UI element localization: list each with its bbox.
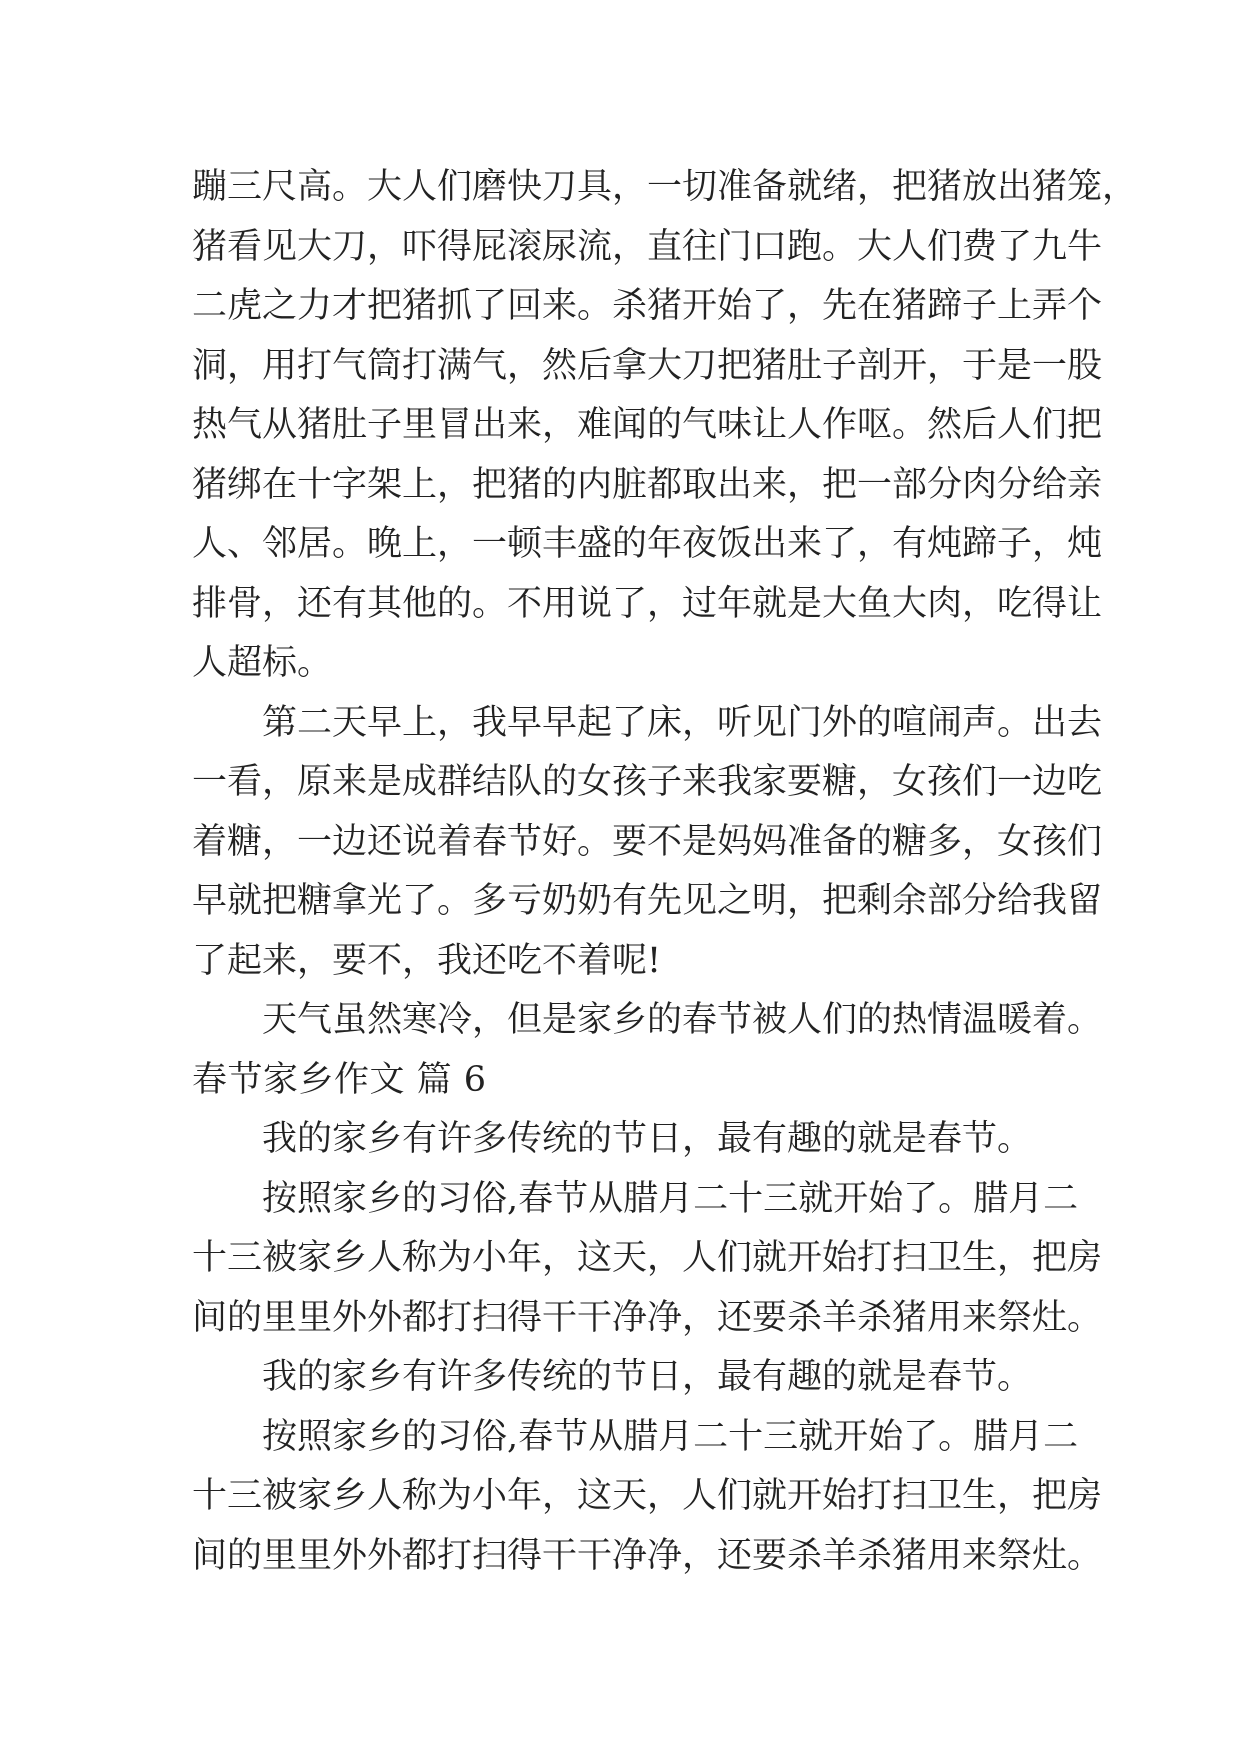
section-heading: 春节家乡作文 篇 6 [192,1059,487,1100]
text-line: 第二天早上，我早早起了床，听见门外的喧闹声。出去 [262,702,1103,743]
text-line: 洞，用打气筒打满气，然后拿大刀把猪肚子剖开，于是一股 [192,345,1103,386]
text-line: 了起来，要不，我还吃不着呢! [192,940,662,981]
text-line: 早就把糖拿光了。多亏奶奶有先见之明，把剩余部分给我留 [192,881,1103,921]
text-line: 我的家乡有许多传统的节日，最有趣的就是春节。 [262,1357,1033,1397]
text-line: 猪绑在十字架上，把猪的内脏都取出来，把一部分肉分给亲 [192,464,1103,505]
text-line: 热气从猪肚子里冒出来，难闻的气味让人作呕。然后人们把 [192,405,1103,445]
text-line: 按照家乡的习俗,春节从腊月二十三就开始了。腊月二 [262,1416,1079,1457]
text-line: 着糖，一边还说着春节好。要不是妈妈准备的糖多，女孩们 [192,821,1103,862]
text-line: 按照家乡的习俗,春节从腊月二十三就开始了。腊月二 [262,1178,1079,1219]
text-line: 人超标。 [192,643,333,683]
text-line: 间的里里外外都打扫得干干净净，还要杀羊杀猪用来祭灶。 [192,1297,1103,1338]
text-line: 猪看见大刀，吓得屁滚尿流，直往门口跑。大人们费了九牛 [192,226,1103,267]
text-line: 十三被家乡人称为小年，这天，人们就开始打扫卫生，把房 [192,1476,1103,1516]
text-line: 天气虽然寒冷，但是家乡的春节被人们的热情温暖着。 [262,1000,1103,1040]
text-line: 二虎之力才把猪抓了回来。杀猪开始了，先在猪蹄子上弄个 [192,286,1103,326]
text-line: 蹦三尺高。大人们磨快刀具，一切准备就绪，把猪放出猪笼， [192,167,1138,207]
text-line: 十三被家乡人称为小年，这天，人们就开始打扫卫生，把房 [192,1238,1103,1278]
text-line: 我的家乡有许多传统的节日，最有趣的就是春节。 [262,1119,1033,1159]
text-line: 一看，原来是成群结队的女孩子来我家要糖，女孩们一边吃 [192,762,1103,802]
document-body [192,158,1138,1586]
text-line: 人、邻居。晚上，一顿丰盛的年夜饭出来了，有炖蹄子，炖 [192,524,1103,564]
text-line: 间的里里外外都打扫得干干净净，还要杀羊杀猪用来祭灶。 [192,1535,1103,1576]
text-line: 排骨，还有其他的。不用说了，过年就是大鱼大肉，吃得让 [192,583,1103,624]
